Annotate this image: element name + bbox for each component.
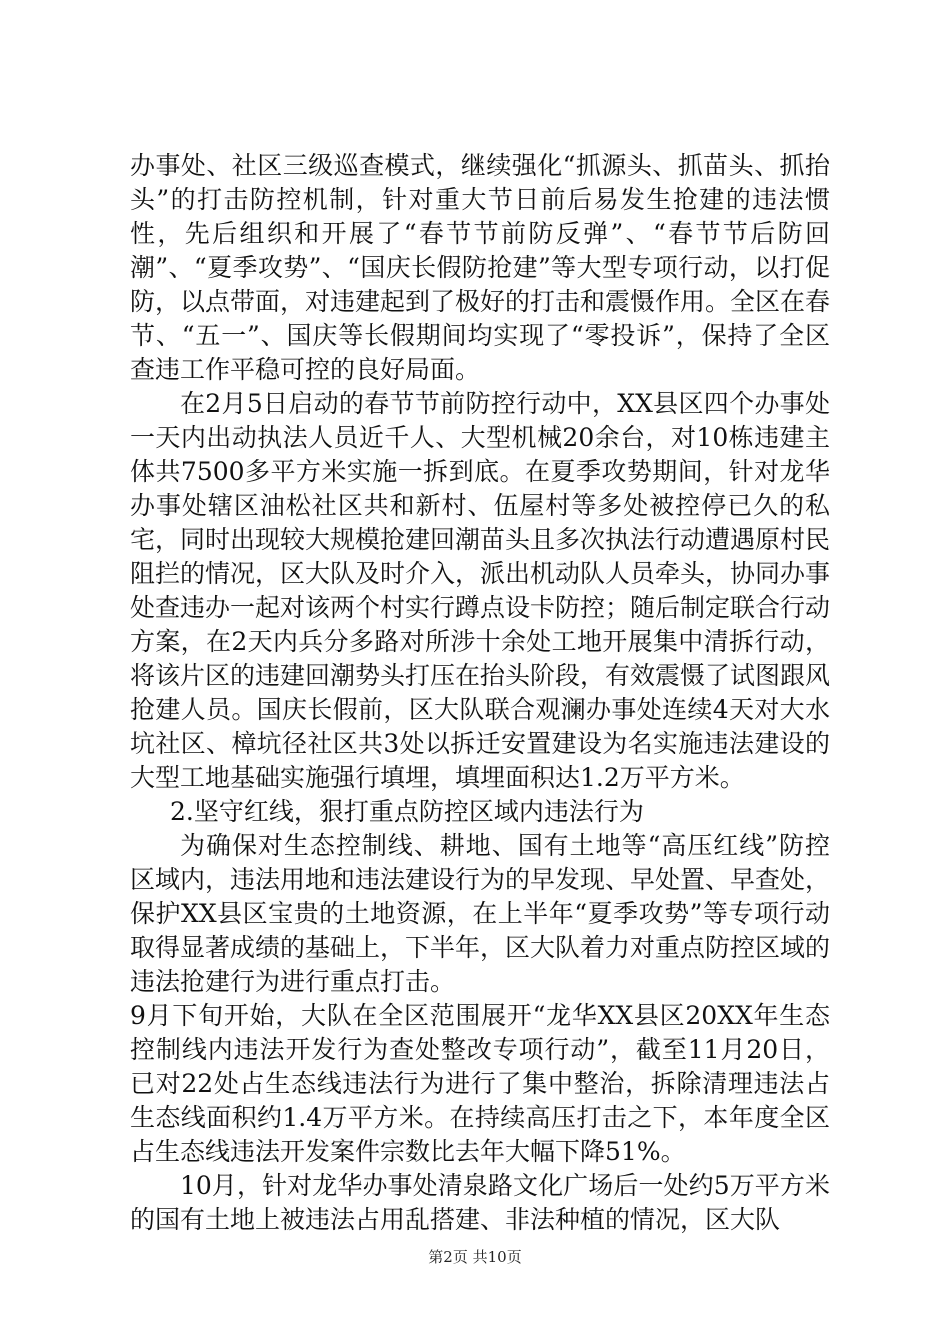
paragraph-4: 9月下旬开始，大队在全区范围展开“龙华XX县区20XX年生态控制线内违法开发行为查处整改专项行动”，截至11月20日，已对22处占生态线违法行为进行了集中整治，拆除清理违法占生态线面积约1.4万平方米。在持续高压打击之下，本年度全区占生态线违法开发案件宗数比去年大幅下降51%。: [130, 1001, 830, 1166]
paragraph-5: 10月，针对龙华办事处清泉路文化广场后一处约5万平方米的国有土地上被违法占用乱搭建、非法种植的情况，区大队: [130, 1171, 830, 1234]
page-number-footer: 第2页 共10页: [428, 1248, 522, 1266]
section-heading: 2.坚守红线，狠打重点防控区域内违法行为: [170, 797, 644, 826]
paragraph-2: 在2月5日启动的春节节前防控行动中，XX县区四个办事处一天内出动执法人员近千人、大型机械20余台，对10栋违建主体共7500多平方米实施一拆到底。在夏季攻势期间，针对龙华办事处辖区油松社区共和新村、伍屋村等多处被控停已久的私宅，同时出现较大规模抢建回潮苗头且多次执法行动遭遇原村民阻拦的情况，区大队及时介入，派出机动队人员牵头，协同办事处查违办一起对该两个村实行蹲点设卡防控；随后制定联合行动方案，在2天内兵分多路对所涉十余处工地开展集中清拆行动，将该片区的违建回潮势头打压在抬头阶段，有效震慑了试图跟风抢建人员。国庆长假前，区大队联合观澜办事处连续4天对大水坑社区、樟坑径社区共3处以拆迁安置建设为名实施违法建设的大型工地基础实施强行填埋，填埋面积达1.2万平方米。: [130, 389, 831, 792]
paragraph-3: 为确保对生态控制线、耕地、国有土地等“高压红线”防控区域内，违法用地和违法建设行为的早发现、早处置、早查处，保护XX县区宝贵的土地资源，在上半年“夏季攻势”等专项行动取得显著成绩的基础上，下半年，区大队着力对重点防控区域的违法抢建行为进行重点打击。: [130, 831, 831, 996]
paragraph-1: 办事处、社区三级巡查模式，继续强化“抓源头、抓苗头、抓抬头”的打击防控机制，针对重大节日前后易发生抢建的违法惯性，先后组织和开展了“春节节前防反弹”、“春节节后防回潮”、“夏季攻势”、“国庆长假防抢建”等大型专项行动，以打促防，以点带面，对违建起到了极好的打击和震慑作用。全区在春节、“五一”、国庆等长假期间均实现了“零投诉”，保持了全区查违工作平稳可控的良好局面。: [130, 151, 831, 384]
document-body: [130, 149, 830, 1237]
